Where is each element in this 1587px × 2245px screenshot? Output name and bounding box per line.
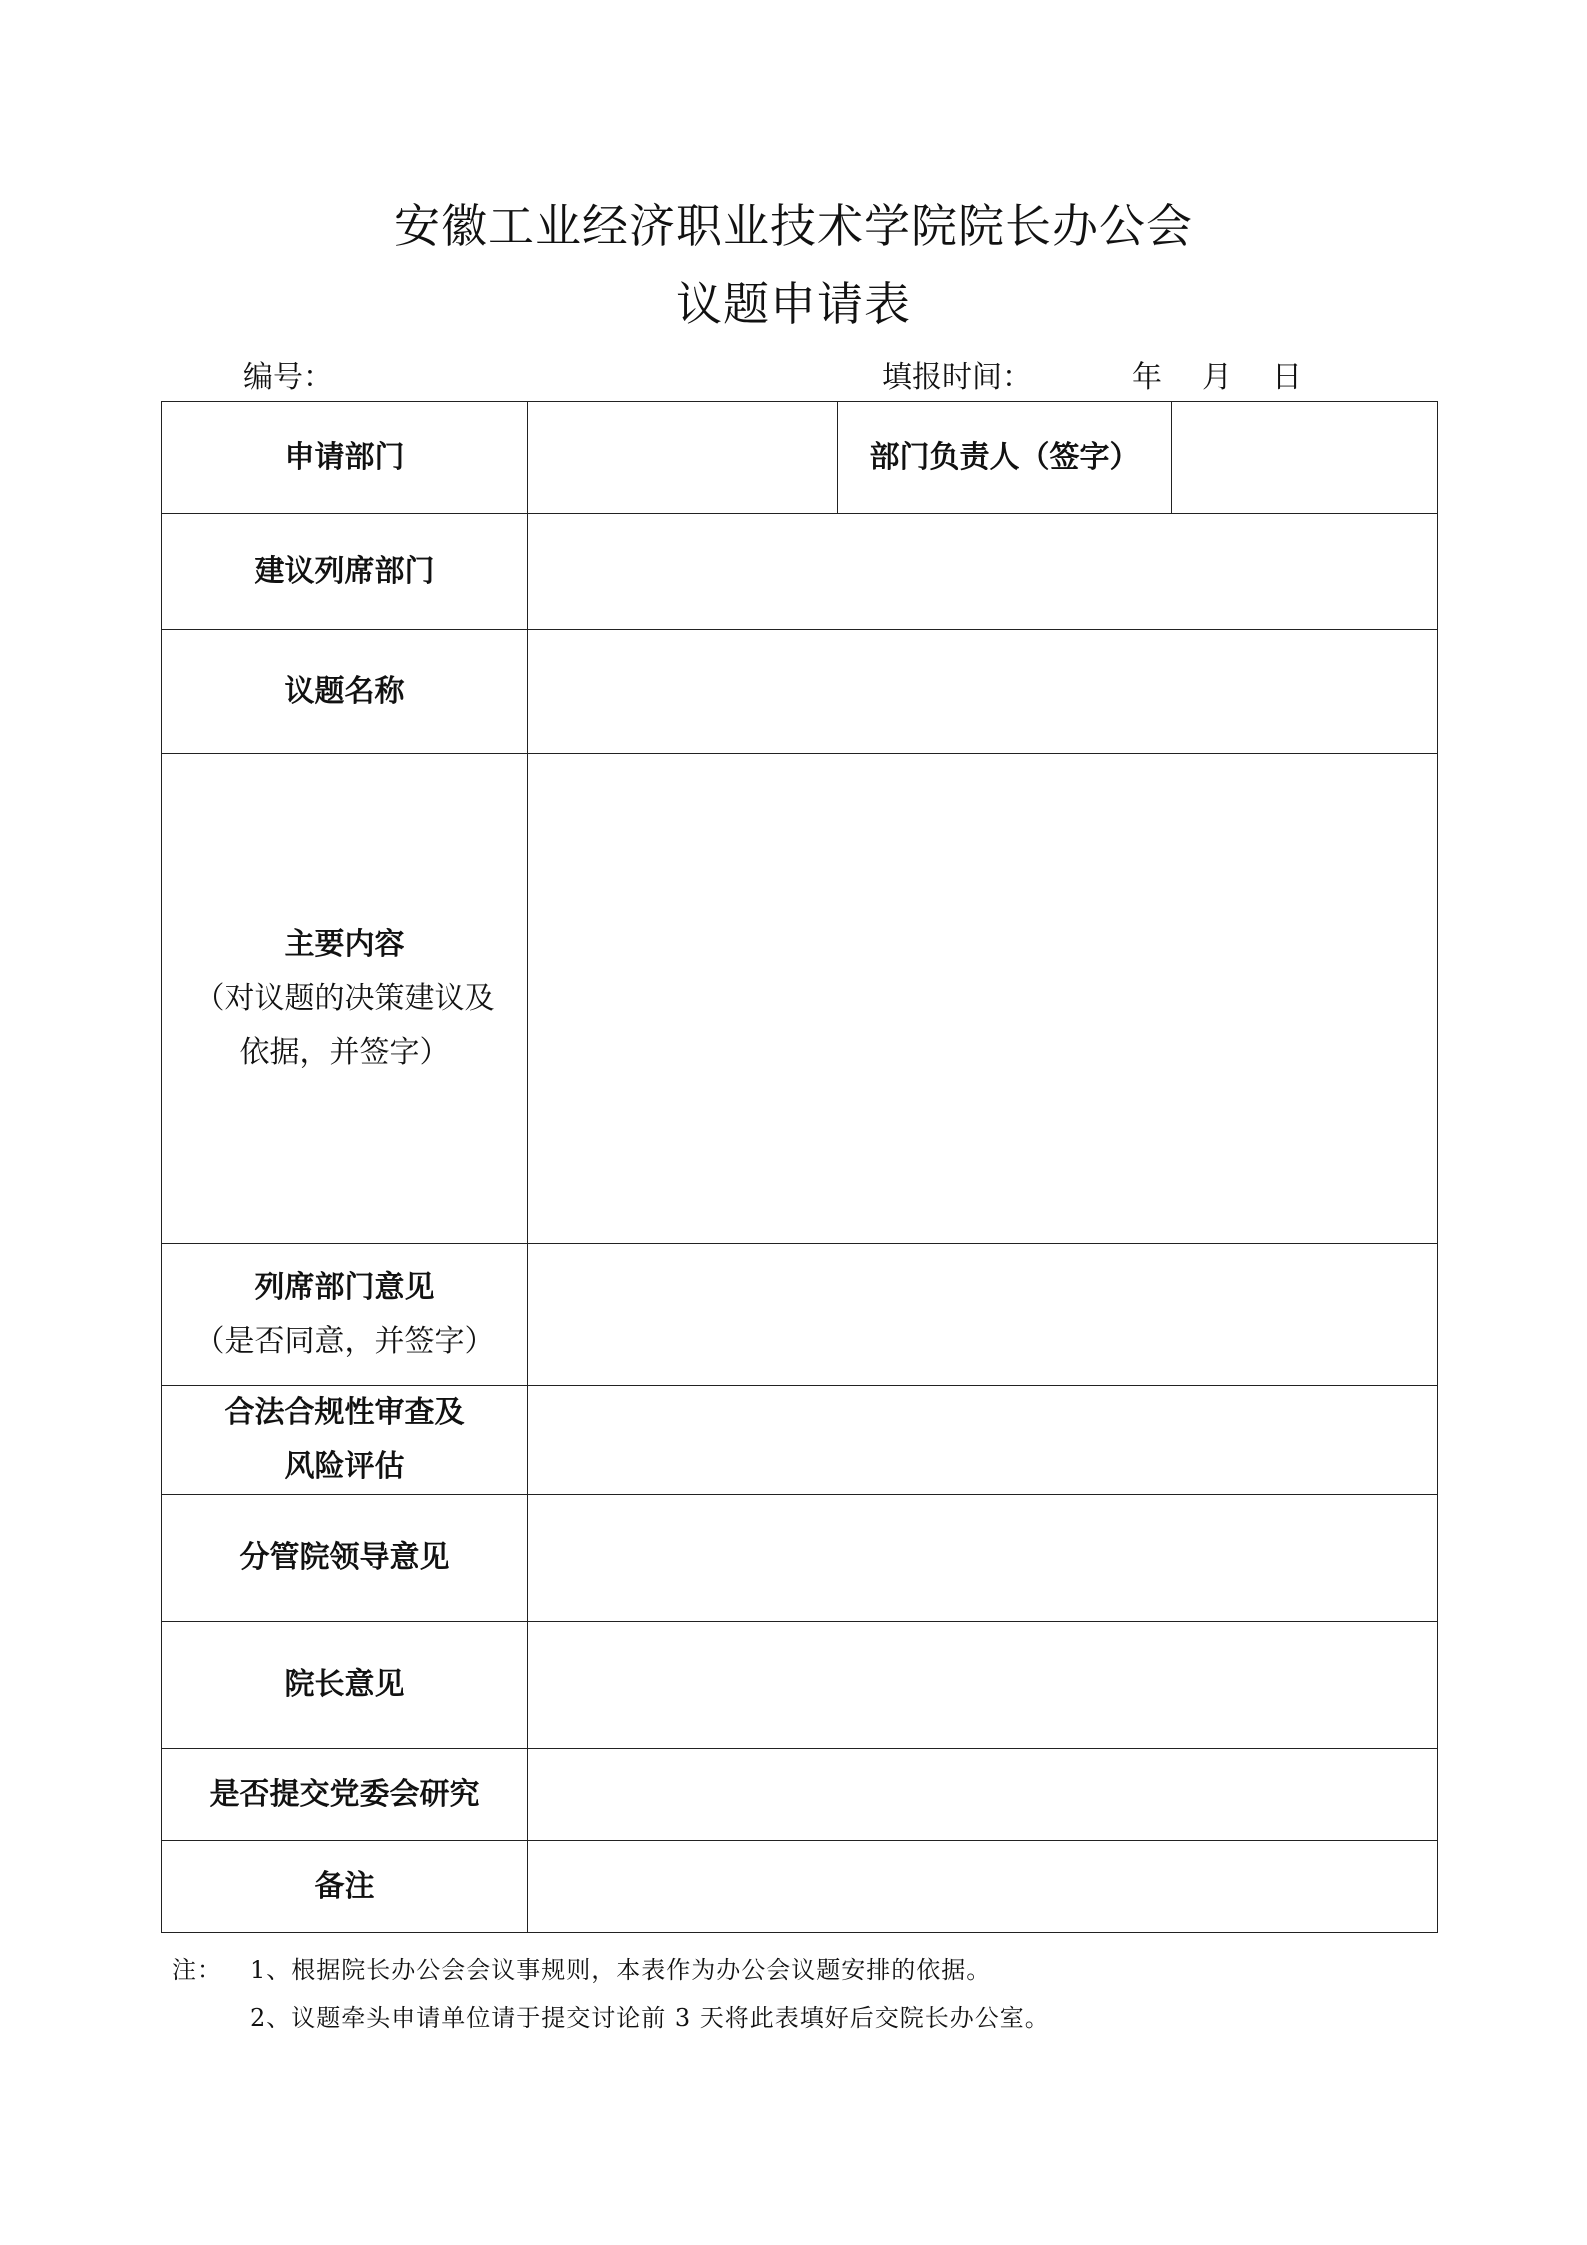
dept-head-label (838, 402, 1172, 514)
table-row (162, 514, 1438, 630)
main-content-hint-1: （对议题的决策建议及 (194, 980, 495, 1016)
footnotes (172, 1946, 1050, 2042)
president-opinion-field[interactable] (528, 1622, 1438, 1749)
main-content-title: 主要内容 (284, 926, 405, 962)
month-unit: 月 (1202, 360, 1232, 395)
party-committee-label: 是否提交党委会研究 (162, 1749, 528, 1841)
number-label: 编号： (243, 360, 333, 395)
dept-head-signature-field[interactable] (1172, 402, 1438, 514)
compliance-review-line2: 风险评估 (284, 1449, 405, 1484)
table-row (162, 1749, 1438, 1841)
attending-opinion-hint: （是否同意，并签字） (194, 1323, 495, 1359)
date-label: 填报时间： (882, 360, 1032, 395)
application-form-table (161, 401, 1438, 1933)
day-unit: 日 (1272, 360, 1302, 395)
remarks-field[interactable] (528, 1841, 1438, 1933)
attending-depts-field[interactable] (528, 514, 1438, 630)
compliance-review-field[interactable] (528, 1386, 1438, 1495)
attending-opinion-title: 列席部门意见 (254, 1269, 435, 1305)
note-1: 1、根据院长办公会会议事规则，本表作为办公会议题安排的依据。 (250, 1956, 992, 1984)
table-row (162, 1495, 1438, 1622)
attending-opinion-field[interactable] (528, 1244, 1438, 1386)
main-content-field[interactable] (528, 754, 1438, 1244)
main-content-label (162, 754, 528, 1244)
president-opinion-label: 院长意见 (162, 1622, 528, 1749)
note-2: 2、议题牵头申请单位请于提交讨论前 3 天将此表填好后交院长办公室。 (250, 2004, 1050, 2032)
attending-opinion-label (162, 1244, 528, 1386)
date-field (882, 352, 1302, 396)
main-content-hint-2: 依据，并签字） (239, 1034, 450, 1070)
vp-opinion-field[interactable] (528, 1495, 1438, 1622)
applicant-dept-label: 申请部门 (162, 402, 528, 514)
form-title: 安徽工业经济职业技术学院院长办公会 (394, 199, 1193, 253)
table-row (162, 1244, 1438, 1386)
attending-depts-label: 建议列席部门 (162, 514, 528, 630)
compliance-review-line1: 合法合规性审查及 (224, 1395, 465, 1430)
note-1-line (172, 1946, 1050, 1994)
year-unit: 年 (1132, 360, 1162, 395)
table-row (162, 1386, 1438, 1495)
vp-opinion-label: 分管院领导意见 (162, 1495, 528, 1622)
table-row (162, 630, 1438, 754)
remarks-label: 备注 (162, 1841, 528, 1933)
notes-prefix: 注： (172, 1956, 222, 1984)
party-committee-field[interactable] (528, 1749, 1438, 1841)
applicant-dept-field[interactable] (528, 402, 838, 514)
compliance-review-label (162, 1386, 528, 1495)
table-row (162, 1841, 1438, 1933)
table-row (162, 1622, 1438, 1749)
dept-head-label-text: 部门负责人（签字） (869, 439, 1140, 475)
table-row (162, 402, 1438, 514)
topic-name-field[interactable] (528, 630, 1438, 754)
form-subtitle: 议题申请表 (676, 277, 911, 331)
table-row (162, 754, 1438, 1244)
topic-name-label: 议题名称 (162, 630, 528, 754)
